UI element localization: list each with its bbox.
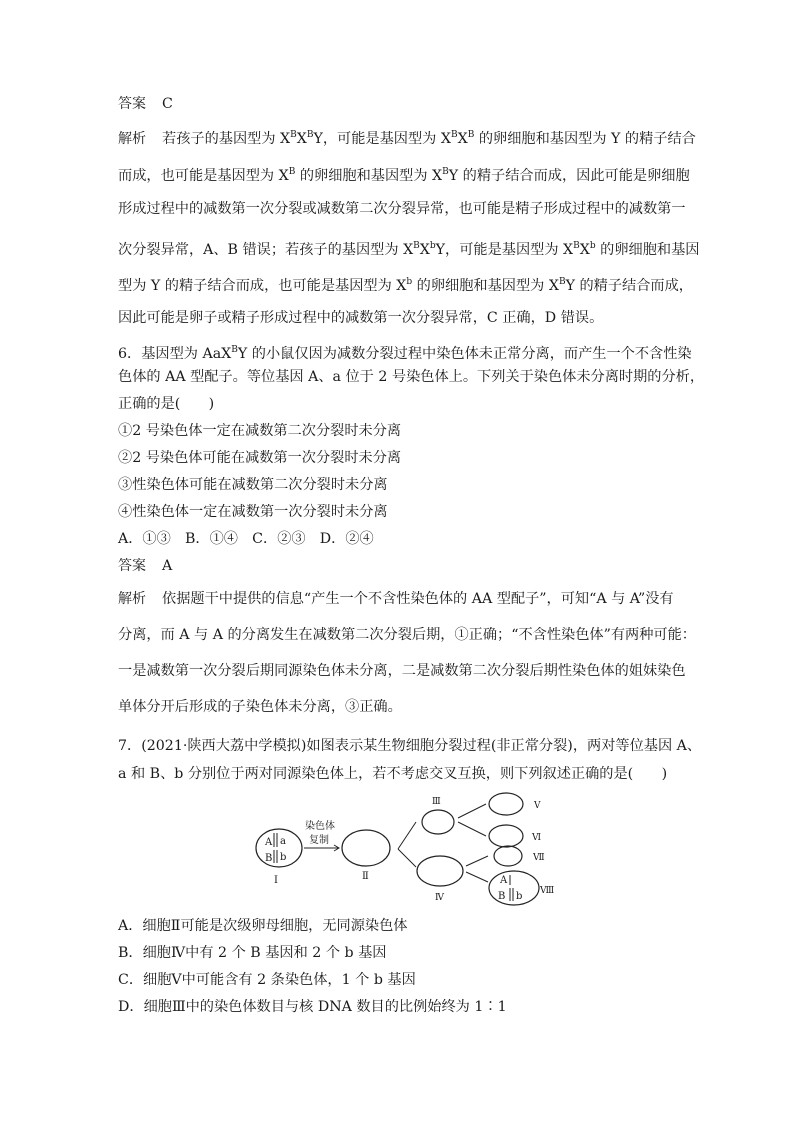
- text: 的卵细胞和基因型为 X: [295, 168, 443, 184]
- q6-option-1: ①2 号染色体一定在减数第二次分裂时未分离: [118, 423, 402, 439]
- answer-value: A: [162, 558, 173, 574]
- superscript: B: [442, 167, 449, 177]
- answer-label: 答案: [118, 96, 146, 112]
- superscript: B: [231, 345, 238, 355]
- q5-answer: [118, 94, 173, 114]
- superscript: B: [573, 241, 580, 251]
- q5-analysis-line-2: [118, 162, 690, 186]
- text: Y，可能是基因型为 X: [435, 242, 574, 258]
- q6-option-2: ②2 号染色体可能在减数第一次分裂时未分离: [118, 450, 402, 466]
- analysis-label: 解析: [118, 591, 146, 607]
- superscript: B: [450, 130, 458, 140]
- text: 的卵细胞和基因型为 Y 的精子结合: [474, 131, 696, 147]
- gene-label: a: [280, 836, 286, 847]
- text: 次分裂异常，A、B 错误；若孩子的基因型为 X: [118, 242, 414, 258]
- text: 依据题干中提供的信息“产生一个不含性染色体的 AA 型配子”，可知“A 与 A”没有: [162, 591, 674, 607]
- gene-label: b: [280, 852, 287, 863]
- q6-analysis-line-1: [118, 589, 674, 609]
- q5-analysis-line-3: 形成过程中的减数第一次分裂或减数第二次分裂异常，也可能是精子形成过程中的减数第一: [118, 201, 686, 217]
- gene-label: A: [500, 875, 508, 886]
- answer-label: 答案: [118, 558, 146, 574]
- text: X: [457, 131, 468, 147]
- gene-label: b: [516, 891, 523, 902]
- cell-v: [489, 793, 523, 815]
- text: Y 的精子结合而成，: [565, 278, 693, 294]
- q7-option-a: A．细胞Ⅱ可能是次级卵母细胞，无同源染色体: [118, 918, 408, 934]
- cell-ii: [342, 830, 390, 866]
- text: 而成，也可能是基因型为 X: [118, 168, 289, 184]
- q5-analysis-line-4: [118, 236, 699, 260]
- text: 若孩子的基因型为 X: [162, 131, 291, 147]
- arrow-line: [466, 856, 488, 866]
- q5-analysis-line-1: [118, 125, 696, 149]
- cell-iv: [417, 856, 463, 886]
- superscript: B: [306, 130, 314, 140]
- q5-analysis-line-5: [118, 272, 693, 296]
- text: 6．基因型为 AaX: [118, 346, 232, 362]
- gene-label: B: [265, 853, 273, 864]
- arrow-line: [458, 822, 486, 836]
- q6-choices: A．①③ B．①④ C．②③ D．②④: [118, 531, 374, 547]
- arrow-line: [398, 849, 416, 867]
- q6-stem-line-2: 色体的 AA 型配子。等位基因 A、a 位于 2 号染色体上。下列关于染色体未分离时期的分析，: [118, 369, 705, 385]
- text: 型为 Y 的精子结合而成，也可能是基因型为 X: [118, 278, 407, 294]
- text: Y 的精子结合而成，因此可能是卵细胞: [448, 168, 690, 184]
- text: X: [296, 131, 307, 147]
- cell-vi: [489, 825, 523, 847]
- q7-option-c: C．细胞Ⅴ中可能含有 2 条染色体，1 个 b 基因: [118, 972, 416, 988]
- q7-stem-line-2: a 和 B、b 分别位于两对同源染色体上，若不考虑交叉互换，则下列叙述正确的是( ): [118, 766, 668, 782]
- cell-viii: [489, 871, 539, 905]
- q7-stem-line-1: 7．(2021·陕西大荔中学模拟)如图表示某生物细胞分裂过程(非正常分裂)，两对等位基因 A、: [118, 738, 702, 754]
- superscript: B: [467, 130, 475, 140]
- text: 的卵细胞和基因型为 X: [412, 278, 559, 294]
- text: Y，可能是基因型为 X: [313, 131, 451, 147]
- q6-option-4: ④性染色体一定在减数第一次分裂时未分离: [118, 504, 388, 520]
- cell-label-vi: Ⅵ: [532, 833, 542, 843]
- arrow-line: [398, 822, 416, 849]
- q6-stem-line-1: [118, 340, 692, 364]
- cell-iii: [422, 810, 454, 834]
- cell-label-vii: Ⅶ: [533, 853, 545, 863]
- text: X: [419, 242, 430, 258]
- q6-analysis-line-4: 单体分开后形成的子染色体未分离，③正确。: [118, 699, 402, 715]
- q7-option-b: B．细胞Ⅳ中有 2 个 B 基因和 2 个 b 基因: [118, 945, 387, 961]
- arrow-line: [466, 872, 488, 882]
- cell-label-v: Ⅴ: [534, 801, 541, 811]
- q6-stem-line-3: 正确的是( ): [118, 396, 215, 412]
- superscript: B: [558, 277, 566, 287]
- cell-label-viii: Ⅷ: [540, 886, 555, 896]
- text: Y 的小鼠仅因为减数分裂过程中染色体未正常分离，而产生一个不含性染: [237, 346, 692, 362]
- text: X: [579, 242, 590, 258]
- text: 的卵细胞和基因: [595, 242, 700, 258]
- answer-value: C: [162, 96, 173, 112]
- gene-label: A: [265, 837, 273, 848]
- cell-division-diagram: [248, 792, 558, 908]
- cell-i: [256, 829, 302, 867]
- superscript: b: [406, 277, 413, 287]
- superscript: B: [288, 167, 296, 177]
- cell-vii: [494, 846, 522, 866]
- cell-label-ii: Ⅱ: [362, 871, 369, 882]
- q6-analysis-line-3: 一是减数第一次分裂后期同源染色体未分离，二是减数第二次分裂后期性染色体的姐妹染色: [118, 663, 686, 679]
- superscript: B: [290, 130, 297, 140]
- q6-answer: [118, 556, 172, 576]
- q6-option-3: ③性染色体可能在减数第二次分裂时未分离: [118, 477, 388, 493]
- analysis-label: 解析: [118, 131, 146, 147]
- superscript: b: [429, 241, 436, 251]
- cell-label-i: Ⅰ: [274, 875, 278, 886]
- cell-label-iv: Ⅳ: [435, 893, 444, 903]
- superscript: B: [413, 241, 420, 251]
- q7-option-d: D．细胞Ⅲ中的染色体数目与核 DNA 数目的比例始终为 1∶1: [118, 999, 507, 1015]
- arrow-label-bottom: 复制: [309, 835, 329, 846]
- gene-label: B: [498, 891, 506, 902]
- superscript: b: [589, 241, 596, 251]
- arrow-line: [458, 804, 486, 818]
- q5-analysis-line-6: 因此可能是卵子或精子形成过程中的减数第一次分裂异常，C 正确，D 错误。: [118, 310, 604, 326]
- cell-label-iii: Ⅲ: [432, 797, 441, 807]
- q6-analysis-line-2: 分离，而 A 与 A 的分离发生在减数第二次分裂后期，①正确；“不含性染色体”有两种可能：: [118, 627, 696, 643]
- arrow-label-top: 染色体: [305, 821, 335, 832]
